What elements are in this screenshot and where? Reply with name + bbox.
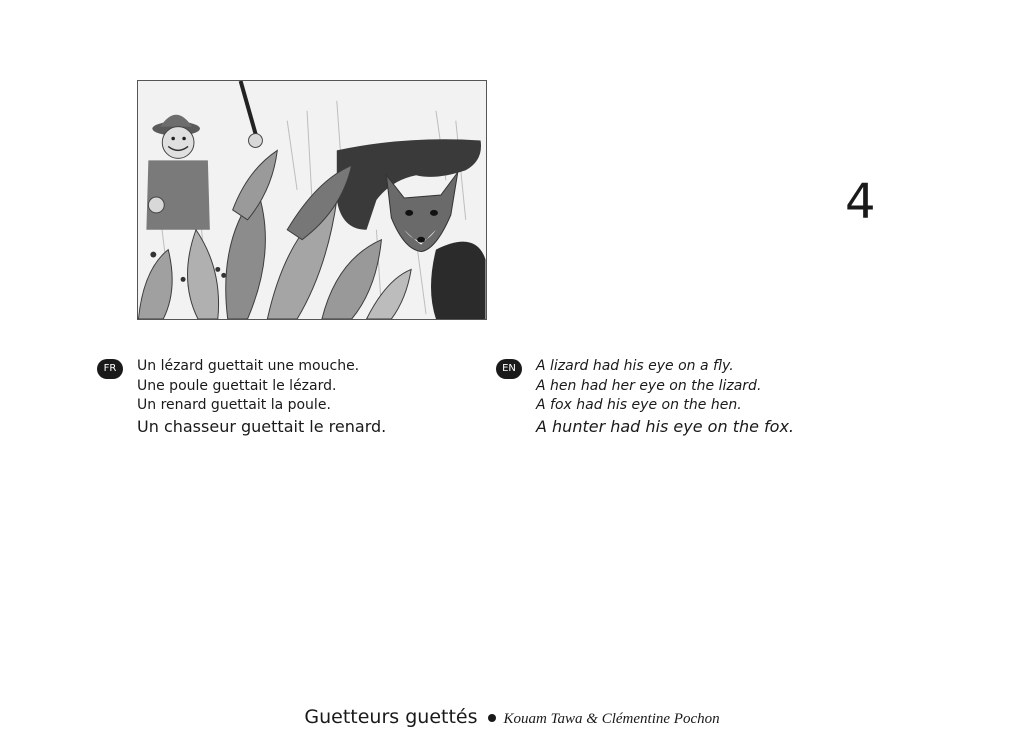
english-line: A hen had her eye on the lizard.: [536, 377, 762, 394]
english-line: A lizard had his eye on a fly.: [536, 358, 734, 374]
french-line: Une poule guettait le lézard.: [137, 377, 337, 394]
english-line: A fox had his eye on the hen.: [536, 397, 742, 413]
book-title: Guetteurs guettés: [304, 706, 478, 728]
french-line: Un lézard guettait une mouche.: [137, 358, 360, 374]
illustration: [137, 80, 487, 320]
french-line: Un chasseur guettait le renard.: [137, 416, 387, 436]
english-line: A hunter had his eye on the fox.: [536, 416, 795, 436]
french-language-badge: FR: [97, 359, 123, 379]
french-line: Un renard guettait la poule.: [137, 397, 331, 413]
page-number: 4: [845, 174, 876, 230]
english-text: [536, 357, 794, 438]
english-language-badge: EN: [496, 359, 522, 379]
footer: [0, 706, 1024, 728]
french-text: [137, 357, 386, 438]
hunter-and-fox-illustration-icon: [138, 81, 486, 319]
book-authors: Kouam Tawa & Clémentine Pochon: [503, 711, 720, 727]
bullet-icon: [488, 714, 496, 722]
